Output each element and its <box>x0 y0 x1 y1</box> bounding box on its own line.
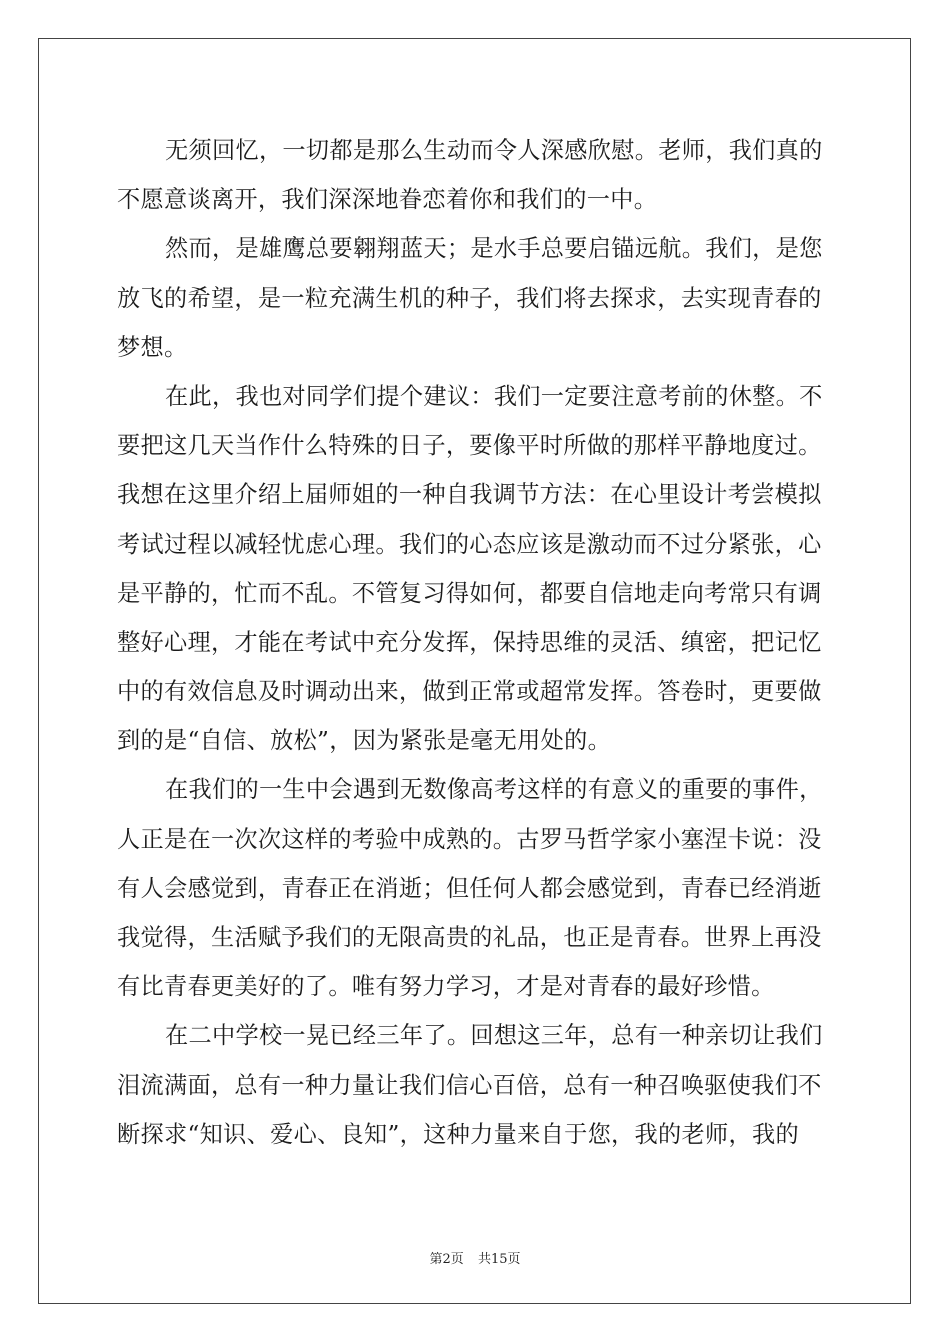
text-line: 断探求“知识、爱心、良知”，这种力量来自于您，我的老师，我的 <box>117 1120 799 1148</box>
text-line: 人正是在一次次这样的考验中成熟的。古罗马哲学家小塞涅卡说：没 <box>117 825 822 853</box>
text-line: 在此，我也对同学们提个建议：我们一定要注意考前的休整。不 <box>165 382 823 410</box>
text-line: 有人会感觉到，青春正在消逝；但任何人都会感觉到，青春已经消逝 <box>117 874 822 902</box>
text-line: 在我们的一生中会遇到无数像高考这样的有意义的重要的事件， <box>165 776 823 804</box>
text-line: 在二中学校一晃已经三年了。回想这三年，总有一种亲切让我们 <box>165 1022 823 1050</box>
text-line: 放飞的希望，是一粒充满生机的种子，我们将去探求，去实现青春的 <box>117 284 822 312</box>
text-line: 整好心理，才能在考试中充分发挥，保持思维的灵活、缜密，把记忆 <box>117 628 822 656</box>
text-line: 是平静的，忙而不乱。不管复习得如何，都要自信地走向考常只有调 <box>117 579 822 607</box>
text-line: 要把这几天当作什么特殊的日子，要像平时所做的那样平静地度过。 <box>117 432 822 460</box>
text-line: 无须回忆，一切都是那么生动而令人深感欣慰。老师，我们真的 <box>165 137 823 164</box>
text-line: 梦想。 <box>117 333 188 361</box>
text-line: 不愿意谈离开，我们深深地眷恋着你和我们的一中。 <box>117 186 658 214</box>
text-line: 然而，是雄鹰总要翱翔蓝天；是水手总要启锚远航。我们，是您 <box>165 235 823 263</box>
text-line: 中的有效信息及时调动出来，做到正常或超常发挥。答卷时，更要做 <box>117 678 822 706</box>
page-footer <box>0 1248 950 1267</box>
page-total: 共15页 <box>477 1252 521 1267</box>
body-text <box>117 126 833 1159</box>
text-line: 我想在这里介绍上届师姐的一种自我调节方法：在心里设计考尝模拟 <box>117 481 822 509</box>
text-line: 到的是“自信、放松”，因为紧张是毫无用处的。 <box>117 727 612 755</box>
text-line: 考试过程以减轻忧虑心理。我们的心态应该是激动而不过分紧张，心 <box>117 530 822 558</box>
text-line: 有比青春更美好的了。唯有努力学习，才是对青春的最好珍惜。 <box>117 973 775 1001</box>
text-line: 泪流满面，总有一种力量让我们信心百倍，总有一种召唤驱使我们不 <box>117 1071 822 1099</box>
text-line: 我觉得，生活赋予我们的无限高贵的礼品，也正是青春。世界上再没 <box>117 924 822 951</box>
page-number: 第2页 <box>429 1252 464 1267</box>
